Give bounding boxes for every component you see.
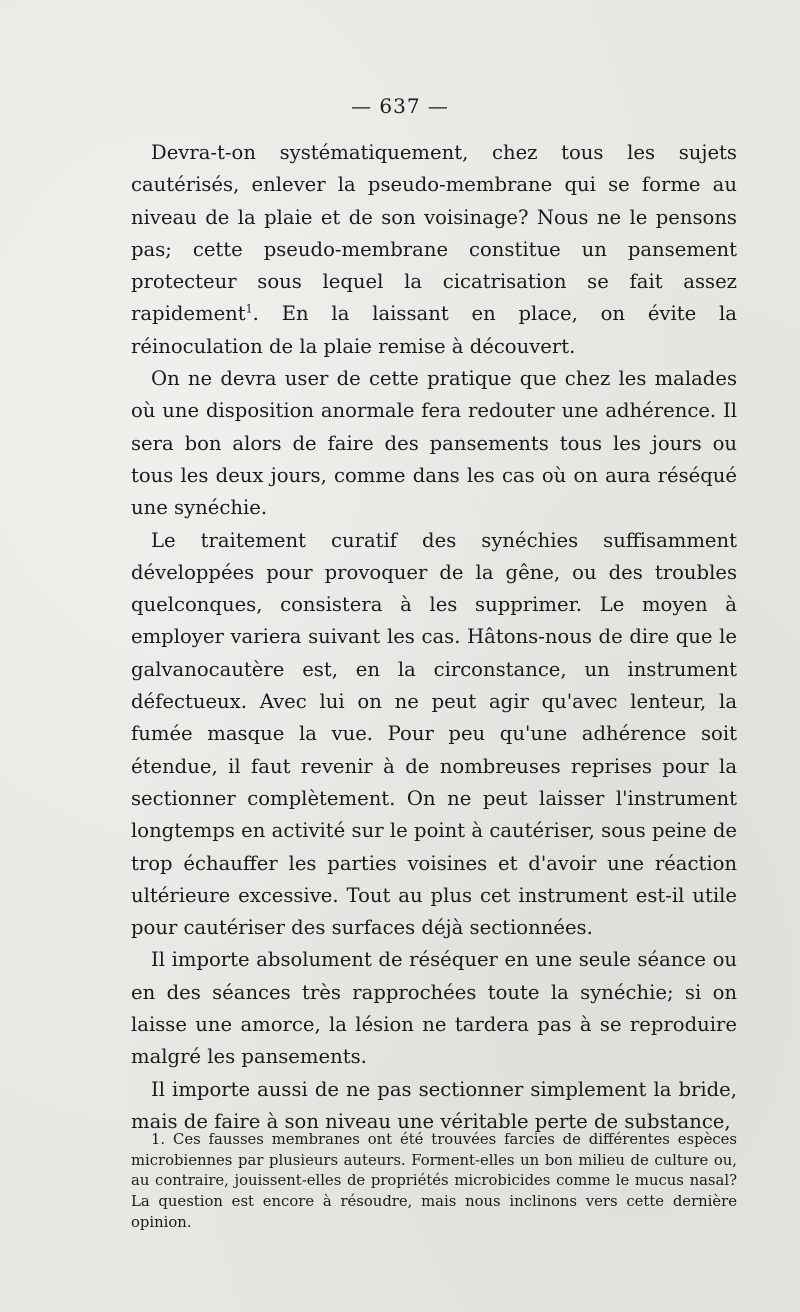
- page-number: — 637 —: [351, 94, 449, 118]
- footnotes: [131, 1130, 737, 1234]
- paragraph-5: Il importe aussi de ne pas sectionner simplement la bride, mais de faire à son niveau une véritable perte de substance,: [131, 1077, 737, 1133]
- footnote-1: [131, 1130, 737, 1234]
- paragraph-1-tail: . En la laissant en place, on évite la réinoculation de la plaie remise à découvert.: [131, 302, 737, 358]
- paragraph-1-text: Devra-t-on systématiquement, chez tous les sujets cautérisés, enlever la pseudo-membrane qui se forme au niveau de la plaie et de son voisinage? Nous ne le pensons pas; cette pseudo-membrane constitue un pansement protecteur sous lequel la cicatrisation se fait assez rapidement: [131, 141, 737, 326]
- footnote-text: Ces fausses membranes ont été trouvées farcies de différentes espèces microbiennes par plusieurs auteurs. Forment-elles un bon milieu de culture ou, au contraire, jouissent-elles de propriétés microbicides comme le mucus nasal? La question est encore à résoudre, mais nous inclinons vers cette dernière opinion.: [131, 1131, 737, 1231]
- paragraph-3: Le traitement curatif des synéchies suffisamment développées pour provoquer de la gêne, ou des troubles quelconques, consistera à les supprimer. Le moyen à employer variera suivant les cas. Hâtons-nous de dire que le galvanocautère est, en la circonstance, un instrument défectueux. Avec lui on ne peut agir qu'avec lenteur, la fumée masque la vue. Pour peu qu'une adhérence soit étendue, il faut revenir à de nombreuses reprises pour la sectionner complètement. On ne peut laisser l'instrument longtemps en activité sur le point à cautériser, sous peine de trop échauffer les parties voisines et d'avoir une réaction ultérieure excessive. Tout au plus cet instrument est-il utile pour cautériser des surfaces déjà sectionnées.: [131, 528, 737, 940]
- paragraph-4: Il importe absolument de réséquer en une seule séance ou en des séances très rapprochées toute la synéchie; si on laisse une amorce, la lésion ne tardera pas à se reproduire malgré les pansements.: [131, 948, 737, 1069]
- footnote-reference: 1: [245, 302, 253, 316]
- paragraph-1: [131, 137, 737, 363]
- paragraph-2: On ne devra user de cette pratique que chez les malades où une disposition anormale fera redouter une adhérence. Il sera bon alors de faire des pansements tous les jours ou tous les deux jours, comme dans les cas où on aura réséqué une synéchie.: [131, 367, 737, 520]
- body-text: [131, 137, 737, 1138]
- footnote-marker: 1.: [151, 1131, 166, 1148]
